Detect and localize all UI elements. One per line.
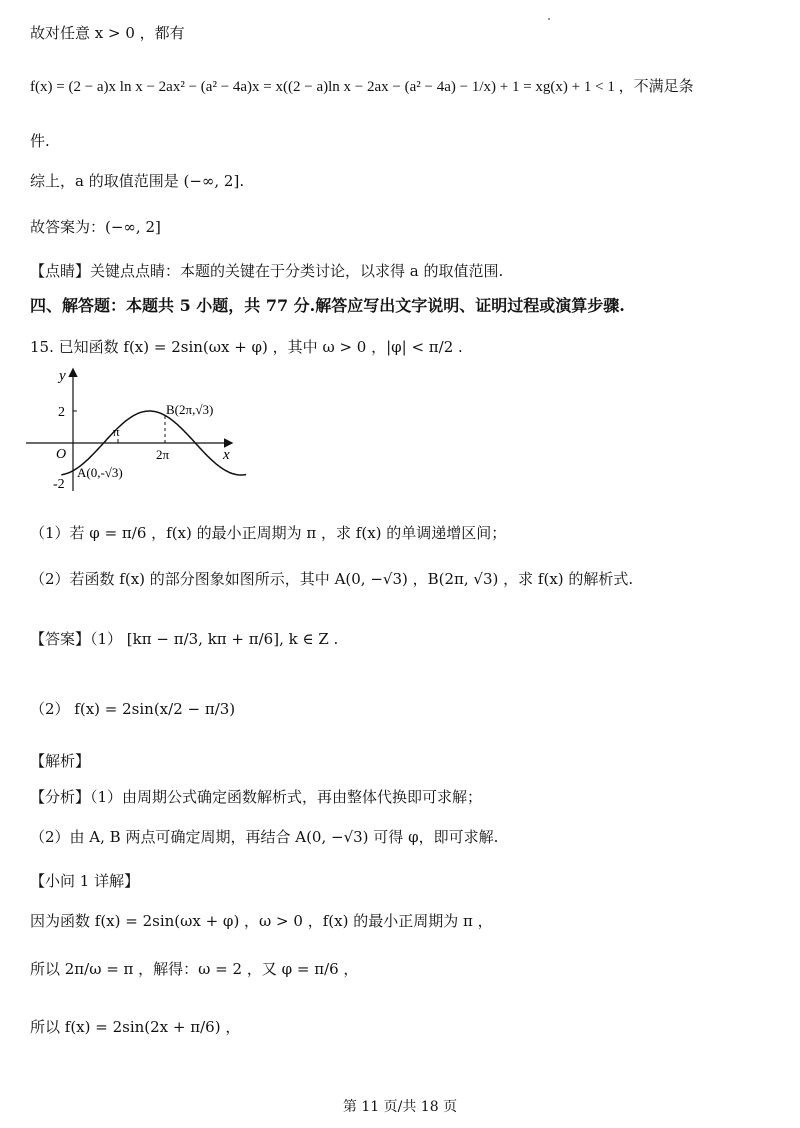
tick-y-pos-label: 2 [58,405,65,420]
text-line-3: 件. [30,132,50,150]
analysis-step-1: 【分析】（1）由周期公式确定函数解析式，再由整体代换即可求解； [30,788,483,806]
problem-15-statement: 15. 已知函数 f(x) = 2sin(ωx + φ) ，其中 ω > 0 ，|φ| < π/2 . [30,338,463,356]
sine-graph [26,366,246,496]
scan-speck [548,18,550,20]
analysis-step-2: （2）由 A, B 两点可确定周期，再结合 A(0, −√3) 可得 φ，即可求解. [30,828,499,846]
x-axis-label: x [223,447,230,463]
solution-line-1: 因为函数 f(x) = 2sin(ωx + φ) ，ω > 0 ，f(x) 的最小正周期为 π ， [30,912,493,930]
page-footer: 第 11 页/共 18 页 [342,1099,458,1115]
key-point-note: 【点睛】关键点点睛：本题的关键在于分类讨论，以求得 a 的取值范围. [30,262,504,280]
point-a-label: A(0,-√3) [77,465,123,480]
origin-label: O [56,447,67,462]
answer-part-1: 【答案】（1） [kπ − π/3, kπ + π/6], k ∈ Z . [30,630,339,648]
tick-y-neg-label: -2 [53,477,65,492]
sub-solution-1-heading: 【小问 1 详解】 [30,872,140,890]
equation-f-expansion: f(x) = (2 − a)x ln x − 2ax² − (a² − 4a)x = x((2 − a)ln x − 2ax − (a² − 4a) − 1/x) + 1 = xg(x) + 1 < 1 ，不满足条 [30,79,694,95]
answer-line: 故答案为：(−∞, 2] [30,218,161,236]
text-line-1: 故对任意 x > 0 ，都有 [30,24,185,42]
solution-line-2: 所以 2π/ω = π ，解得：ω = 2 ，又 φ = π/6 ， [30,960,359,978]
tick-pi-label: π [113,424,120,439]
sub-question-2: （2）若函数 f(x) 的部分图象如图所示，其中 A(0, −√3) ，B(2π, √3) ，求 f(x) 的解析式. [30,570,634,588]
range-conclusion: 综上，a 的取值范围是 (−∞, 2]. [30,172,245,190]
sub-question-1: （1）若 φ = π/6 ，f(x) 的最小正周期为 π ，求 f(x) 的单调递增区间； [30,524,507,542]
answer-part-2: （2） f(x) = 2sin(x/2 − π/3) [30,700,236,718]
analysis-label: 【解析】 [30,752,91,770]
y-axis-label: y [59,368,66,384]
point-b-label: B(2π,√3) [166,402,214,417]
section-heading: 四、解答题：本题共 5 小题，共 77 分.解答应写出文字说明、证明过程或演算步骤. [30,296,625,315]
tick-2pi-label: 2π [156,447,170,462]
solution-line-3: 所以 f(x) = 2sin(2x + π/6) ， [30,1018,241,1036]
